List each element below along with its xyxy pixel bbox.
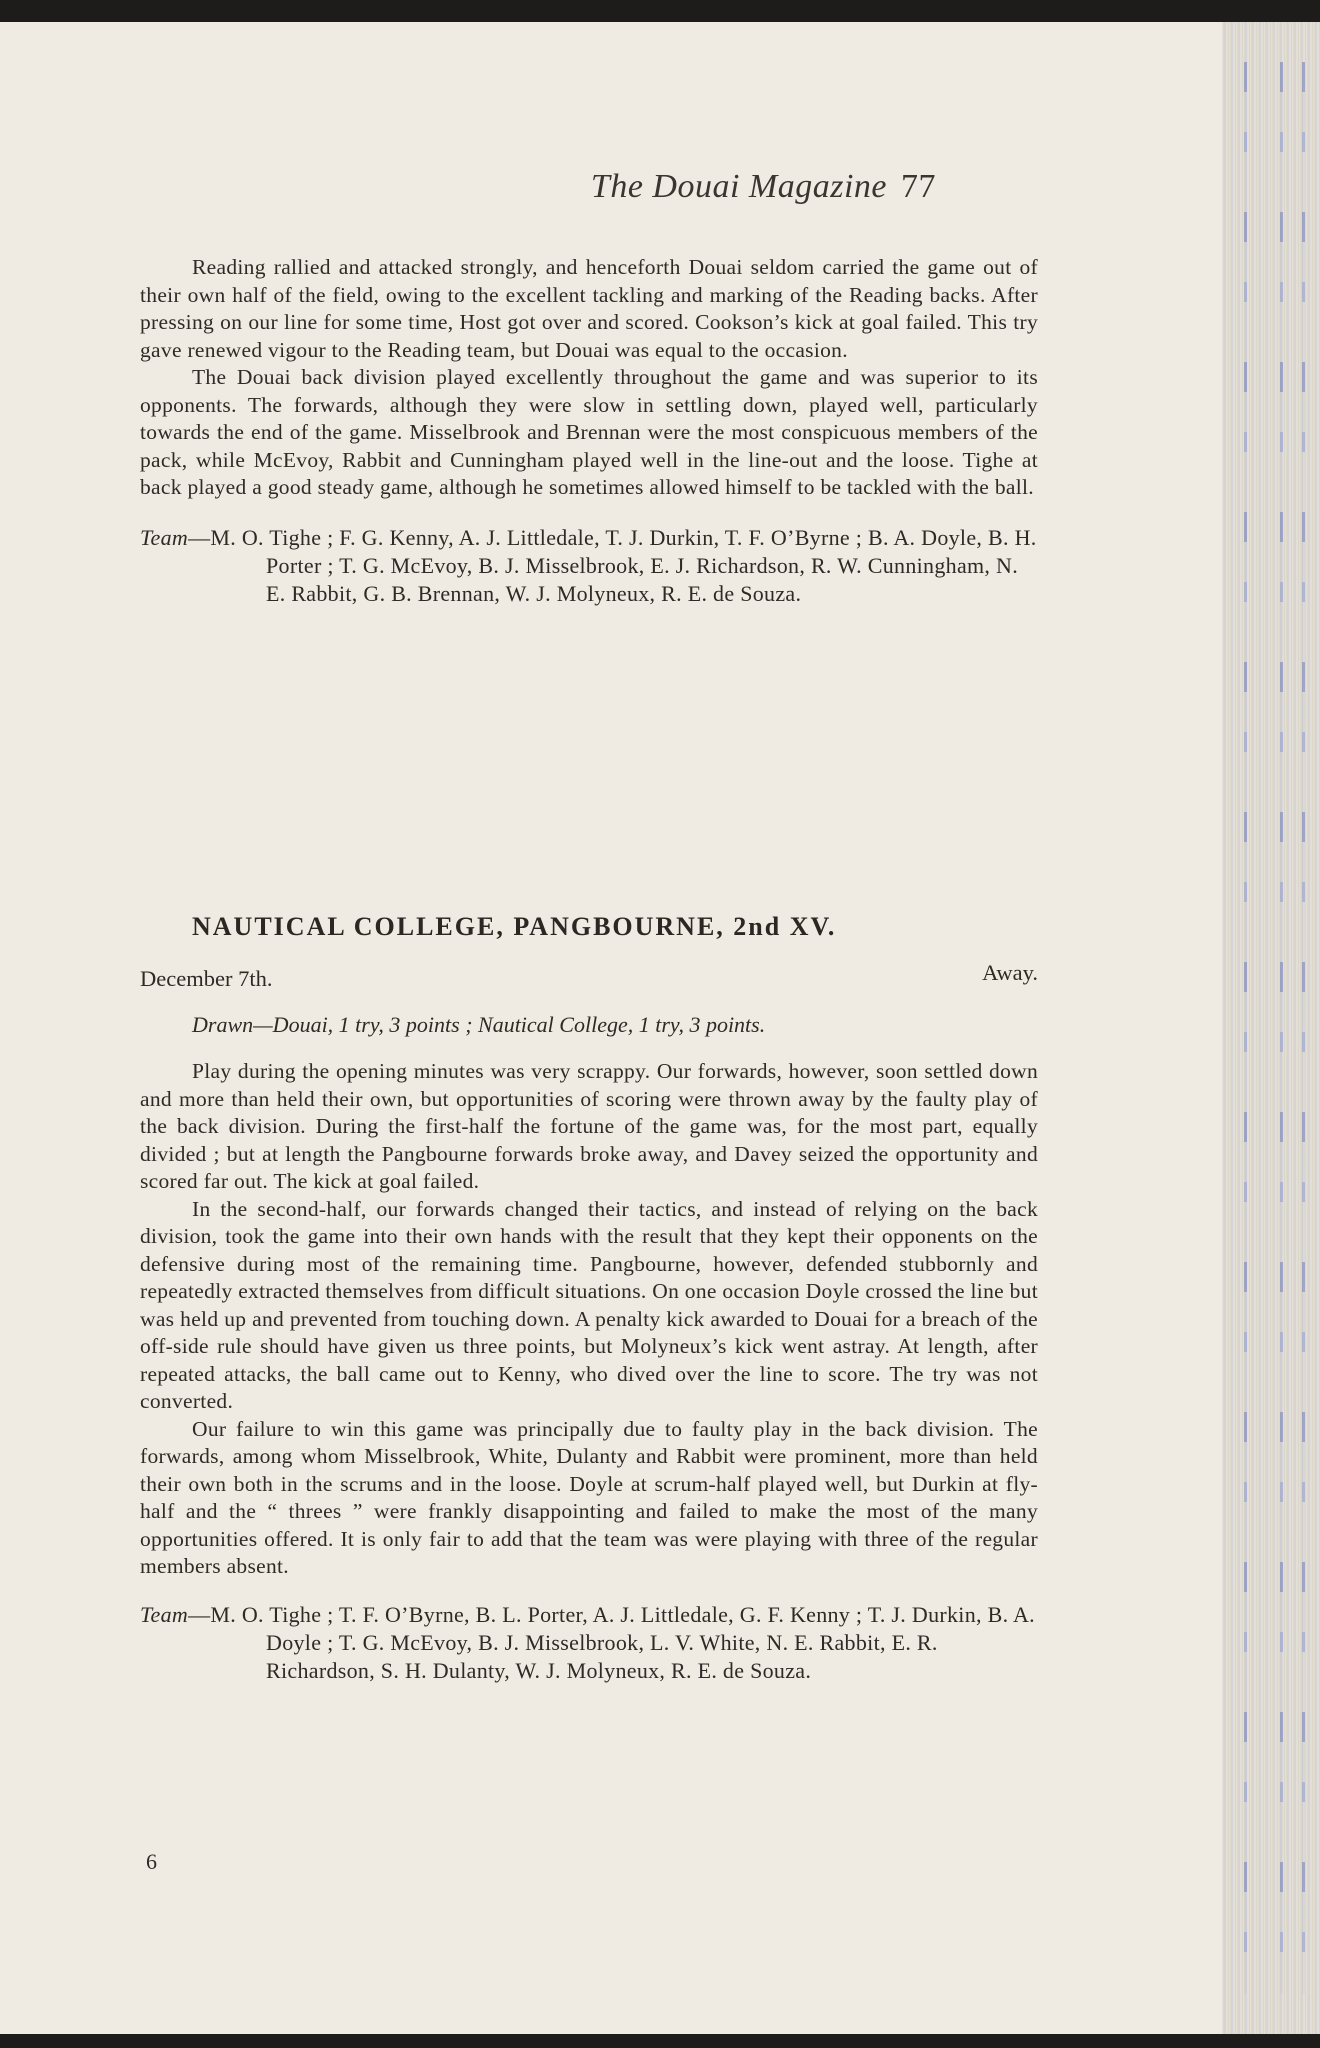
book-page-edges (1222, 22, 1320, 2034)
report-paragraph: Play during the opening minutes was very scrappy. Our forwards, however, soon settled down and more than held their own, but opportunities of scoring were thrown away by the faulty play of the back division. During the first-half the fortune of the game was, for the most part, equally divided ; but at length the Pangbourne forwards broke away, and Davey seized the opportunity and scored far out. The kick at goal failed. (140, 1059, 1038, 1193)
match-date: December 7th. (140, 966, 273, 991)
report-paragraph: In the second-half, our forwards changed their tactics, and instead of relying on the back division, took the game into their own hands with the result that they kept their opponents on the defensive during most of the remaining time. Pangbourne, however, defended stubbornly and repeatedly extracted themselves from difficult situations. On one occasion Doyle crossed the line but was held up and prevented from touching down. A penalty kick awarded to Douai for a breach of the off-side rule should have given us three points, but Molyneux’s kick went astray. At length, after repeated attacks, the ball came out to Kenny, who dived over the line to score. The try was not converted. (140, 1196, 1039, 1413)
page-edge-stain (1302, 62, 1305, 1994)
magazine-page (0, 22, 1228, 2034)
report-paragraph: Reading rallied and attacked strongly, and henceforth Douai seldom carried the game out of their own half of the field, owing to the excellent tackling and marking of the Reading backs. After pressing on our line for some time, Host got over and scored. Cookson’s kick at goal failed. This try gave renewed vigour to the Reading team, but Douai was equal to the occasion. (140, 255, 1038, 362)
signature-mark: 6 (146, 1849, 157, 1874)
match-result: Drawn—Douai, 1 try, 3 points ; Nautical College, 1 try, 3 points. (192, 1012, 766, 1037)
team-lineup: Team—M. O. Tighe ; T. F. O’Byrne, B. L. Porter, A. J. Littledale, G. F. Kenny ; T. J. Durkin, B. A. Doyle ; T. G. McEvoy, B. J. Misselbrook, L. V. White, N. E. Rabbit, E. R. Richardson, S. H. Dulanty, W. J. Molyneux, R. E. de Souza. (140, 1601, 1035, 1683)
magazine-title: The Douai Magazine (590, 168, 887, 205)
report-paragraph: Our failure to win this game was principally due to faulty play in the back division. The forwards, among whom Misselbrook, White, Dulanty and Rabbit were prominent, more than held their own both in the scrums and in the loose. Doyle at scrum-half played well, but Durkin at fly-half and the “ threes ” were frankly disappointing and failed to make the most of the many opportunities offered. It is only fair to add that the team was were playing with three of the regular members absent. (140, 1416, 1038, 1578)
match-venue: Away. (982, 960, 1038, 985)
match-report (140, 1058, 1038, 1685)
team-label: Team (140, 1601, 189, 1627)
team-lineup: Team—M. O. Tighe ; F. G. Kenny, A. J. Littledale, T. J. Durkin, T. F. O’Byrne ; B. A. Doyle, B. H. Porter ; T. G. McEvoy, B. J. Misselbrook, E. J. Richardson, R. W. Cunningham, N. E. Rabbit, G. B. Brennan, W. J. Molyneux, R. E. de Souza. (140, 524, 1037, 606)
continued-match-report (140, 254, 1038, 608)
team-names: M. O. Tighe ; T. F. O’Byrne, B. L. Porter, A. J. Littledale, G. F. Kenny ; T. J. Durkin, B. A. Doyle ; T. G. McEvoy, B. J. Misselbrook, L. V. White, N. E. Rabbit, E. R. Richardson, S. H. Dulanty, W. J. Molyneux, R. E. de Souza. (210, 1601, 1035, 1683)
page-number: 77 (901, 168, 936, 205)
page-edge-stain (1244, 62, 1247, 1994)
page-edge-stain (1280, 62, 1283, 1994)
team-label: Team (140, 524, 189, 550)
report-paragraph: The Douai back division played excellently throughout the game and was superior to its opponents. The forwards, although they were slow in settling down, played well, particularly towards the end of the game. Misselbrook and Brennan were the most conspicuous members of the pack, while McEvoy, Rabbit and Cunningham played well in the line-out and the loose. Tighe at back played a good steady game, although he sometimes allowed himself to be tackled with the ball. (140, 365, 1038, 499)
running-header (591, 168, 936, 206)
match-heading: NAUTICAL COLLEGE, PANGBOURNE, 2nd XV. (192, 912, 837, 941)
match-dateline (140, 960, 1038, 992)
team-names: M. O. Tighe ; F. G. Kenny, A. J. Littledale, T. J. Durkin, T. F. O’Byrne ; B. A. Doyle, B. H. Porter ; T. G. McEvoy, B. J. Misselbrook, E. J. Richardson, R. W. Cunningham, N. E. Rabbit, G. B. Brennan, W. J. Molyneux, R. E. de Souza. (210, 524, 1037, 606)
